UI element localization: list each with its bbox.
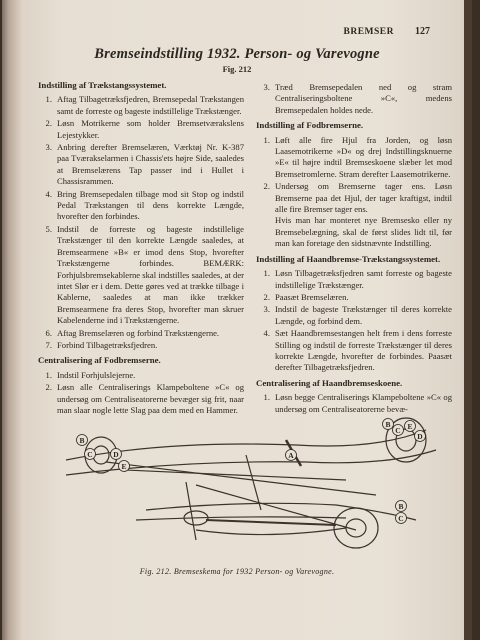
- figure-reference: Fig. 212: [222, 64, 252, 74]
- figure-label-c3: [396, 513, 407, 524]
- figure-label-e2: [405, 421, 416, 432]
- list-item: 1. Løsn Tilbagetræksfjedren samt forreste og bageste indstillelige Trækstænger.: [263, 268, 452, 290]
- svg-text:C: C: [87, 450, 93, 459]
- list-item: 1. Løft alle fire Hjul fra Jorden, og løsn Laasemotrikerne »D« og drej Indstillingsknuerne »E« til højre indtil Bremseskoene slæber let mod Bremsetromlerne. Stram derefter Laasemotrikerne.: [263, 134, 452, 179]
- svg-text:B: B: [398, 502, 404, 511]
- figure-label-b1: [77, 435, 88, 446]
- section-heading-foot-brakes: Indstilling af Fodbremserne.: [256, 120, 364, 131]
- list-item: 6. Aftag Bremselæren og forbind Trækstængerne.: [45, 327, 220, 338]
- figure-label-b2: [383, 419, 394, 430]
- list-item: 1. Indstil Forhjulslejerne.: [45, 369, 136, 380]
- list-item: 4. Bring Bremsepedalen tilbage mod sit Stop og indstil Pedal Trækstangen til dens korrekte Længde, hvorefter den forbindes.: [45, 188, 244, 222]
- list-item: 1. Løsn begge Centraliserings Klampeboltene »C« og undersøg om Centraliseatorerne bevæ-: [263, 392, 452, 414]
- list-item: 2. Undersøg om Bremserne tager ens. Løsn Bremserne paa det Hjul, der tager kraftigst, indtil alle fire Bremser tager ens. Hvis man har monteret nye Bremsesko eller ny Bremsebelægning, skal de først slides lidt til, før man kan foretage den sidstnævnte Indstilling.: [263, 181, 452, 249]
- brake-diagram: [46, 400, 446, 560]
- figure-label-e1: [119, 461, 130, 472]
- running-head: BREMSER: [343, 27, 394, 37]
- svg-text:D: D: [113, 450, 119, 459]
- section-heading-centralising: Centralisering af Fodbremserne.: [38, 355, 161, 366]
- svg-text:E: E: [121, 462, 127, 471]
- list-item: 3. Indstil de bageste Trækstænger til deres korrekte Længde, og forbind dem.: [263, 304, 452, 326]
- book-page: [2, 0, 472, 640]
- section-heading-hand-brake-linkage: Indstilling af Haandbremse-Trækstangssystemet.: [256, 253, 441, 264]
- book-edge-shadow: [464, 0, 472, 640]
- svg-text:E: E: [407, 422, 413, 431]
- page-title: Bremseindstilling 1932. Person- og Varevogne: [94, 46, 380, 62]
- svg-text:D: D: [417, 432, 423, 441]
- svg-text:B: B: [385, 420, 391, 429]
- figure-label-d1: [111, 449, 122, 460]
- figure-label-c1: [85, 449, 96, 460]
- list-item: 3. Anbring derefter Bremselæren, Værktøj Nr. K-387 paa Tværakselarmen i Chassis'ets højre Side, saaledes at Bremselærens Tap passer ind i Hullet i Chassisrammen.: [45, 142, 244, 187]
- right-column: [256, 82, 452, 416]
- page-number: 127: [415, 26, 430, 37]
- list-item: 2. Paasæt Bremselæren.: [263, 291, 349, 302]
- left-column: [38, 76, 244, 417]
- list-item: 2. Løsn Motrikerne som holder Bremsetværakslens Lejestykker.: [45, 118, 244, 140]
- svg-text:C: C: [398, 514, 404, 523]
- list-item: 1. Aftag Tilbagetræksfjedren, Bremsepedal Trækstangen samt de forreste og bageste indstillelige Trækstænger.: [45, 94, 244, 116]
- svg-text:B: B: [79, 436, 85, 445]
- page-header: [2, 27, 472, 41]
- list-item: 5. Indstil de forreste og bageste indstillelige Trækstænger til den korrekte Længde saaledes, at Bremsearmene »B« er imod dens Stop, hvorefter Trækstængerne forbindes. BEMÆRK: Forhjulsbremsekablerne skal indstilles saaledes, at der intet Slør er i dem. Dette gøres ved at trække tilbage i Kablerne, saaledes at man ikke trækker Bremsearmene fra deres Stop, hvorefter man skruer Kabelenderne ind i Trækstængerne.: [45, 223, 244, 326]
- svg-text:A: A: [288, 451, 294, 460]
- svg-text:C: C: [395, 426, 401, 435]
- section-heading-linkage: Indstilling af Trækstangssystemet.: [38, 80, 167, 90]
- list-item: 3. Træd Bremsepedalen ned og stram Centraliseringsboltene »C«, medens Bremsepedalen holdes nede.: [263, 82, 452, 115]
- list-item: 4. Sæt Haandbremsestangen helt frem i dens forreste Stilling og indstil de forreste Trækstænger til deres korrekte Længde, hvorefter de forbindes. Paasæt derefter Tilbagetræksfjedren.: [263, 328, 452, 373]
- section-heading-hand-brake-shoes: Centralisering af Haandbremseskoene.: [256, 377, 403, 388]
- figure-label-b3: [396, 501, 407, 512]
- figure-label-a: [286, 450, 297, 461]
- figure-label-c2: [393, 425, 404, 436]
- list-item: 7. Forbind Tilbagetræksfjedren.: [45, 339, 158, 350]
- figure-label-d2: [415, 431, 426, 442]
- figure-caption: Fig. 212. Bremseskema for 1932 Person- og Varevogne.: [139, 567, 335, 576]
- list-item: 2. Løsn alle Centraliserings Klampeboltene »C« og undersøg om Centraliseatorerne bevæger sig frit, naar man slaar nogle lette Slag paa dem med en Hammer.: [45, 382, 244, 415]
